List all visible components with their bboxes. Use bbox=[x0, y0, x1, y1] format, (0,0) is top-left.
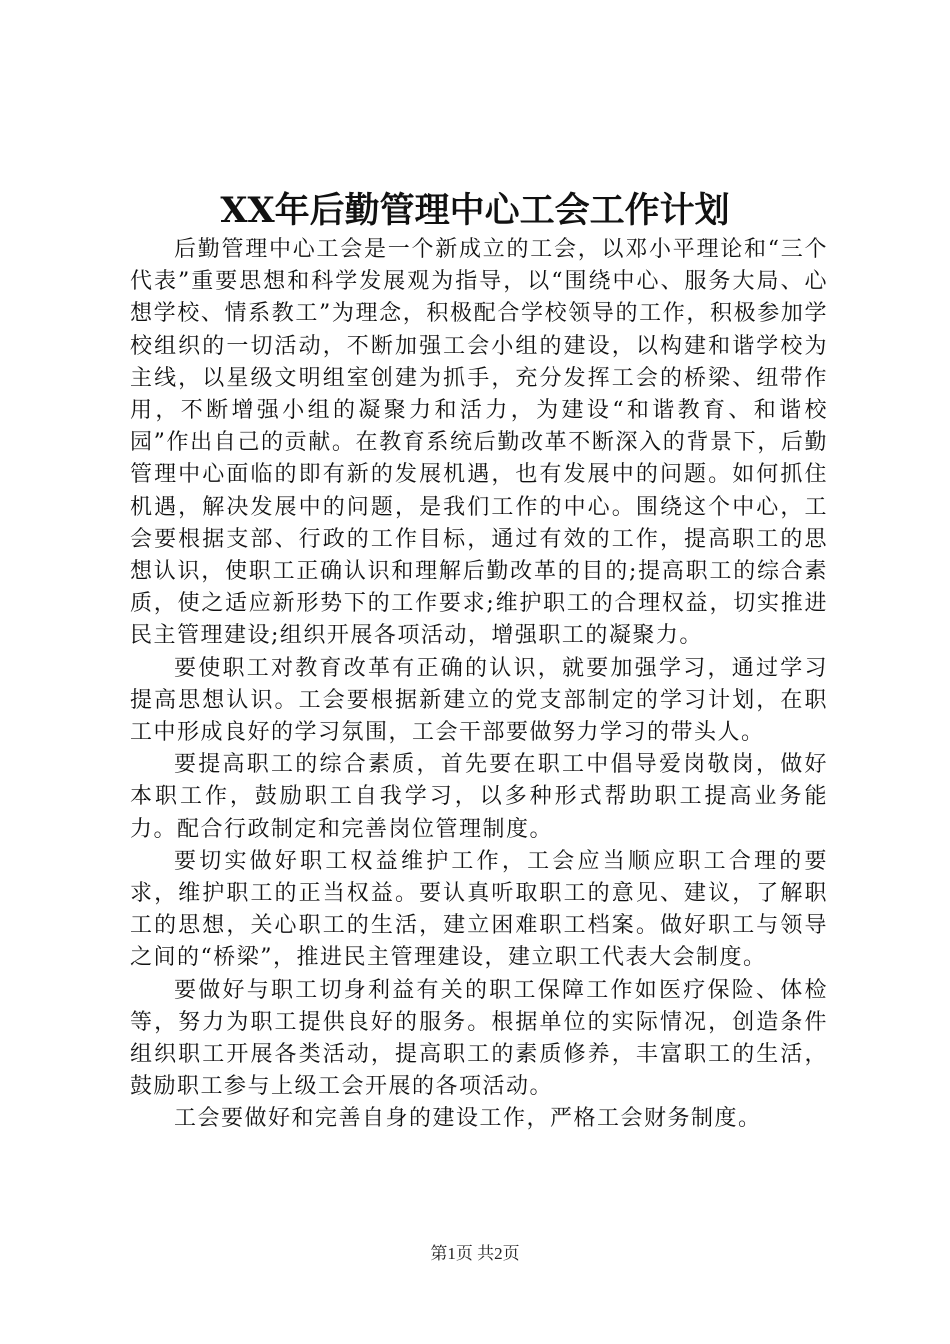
page-number-footer: 第1页 共2页 bbox=[430, 1244, 520, 1263]
document-title: XX年后勤管理中心工会工作计划 bbox=[220, 190, 730, 231]
paragraph: 工会要做好和完善自身的建设工作，严格工会财务制度。 bbox=[174, 1106, 762, 1132]
document-body bbox=[130, 234, 828, 1136]
paragraph: 要做好与职工切身利益有关的职工保障工作如医疗保险、体检等，努力为职工提供良好的服务。根据单位的实际情况，创造条件组织职工开展各类活动，提高职工的素质修养，丰富职工的生活，鼓励职工参与上级工会开展的各项活动。 bbox=[130, 977, 828, 1100]
paragraph: 要使职工对教育改革有正确的认识，就要加强学习，通过学习提高思想认识。工会要根据新建立的党支部制定的学习计划，在职工中形成良好的学习氛围，工会干部要做努力学习的带头人。 bbox=[130, 655, 828, 746]
paragraph: 后勤管理中心工会是一个新成立的工会，以邓小平理论和“三个代表”重要思想和科学发展观为指导，以“围绕中心、服务大局、心想学校、情系教工”为理念，积极配合学校领导的工作，积极参加学校组织的一切活动，不断加强工会小组的建设，以构建和谐学校为主线，以星级文明组室创建为抓手，充分发挥工会的桥梁、纽带作用，不断增强小组的凝聚力和活力，为建设“和谐教育、和谐校园”作出自己的贡献。在教育系统后勤改革不断深入的背景下，后勤管理中心面临的即有新的发展机遇，也有发展中的问题。如何抓住机遇，解决发展中的问题，是我们工作的中心。围绕这个中心，工会要根据支部、行政的工作目标，通过有效的工作，提高职工的思想认识，使职工正确认识和理解后勤改革的目的;提高职工的综合素质，使之适应新形势下的工作要求;维护职工的合理权益，切实推进民主管理建设;组织开展各项活动，增强职工的凝聚力。 bbox=[130, 237, 828, 649]
paragraph: 要提高职工的综合素质，首先要在职工中倡导爱岗敬岗，做好本职工作，鼓励职工自我学习，以多种形式帮助职工提高业务能力。配合行政制定和完善岗位管理制度。 bbox=[130, 752, 828, 842]
paragraph: 要切实做好职工权益维护工作，工会应当顺应职工合理的要求，维护职工的正当权益。要认真听取职工的意见、建议，了解职工的思想，关心职工的生活，建立困难职工档案。做好职工与领导之间的“桥梁”，推进民主管理建设，建立职工代表大会制度。 bbox=[130, 848, 828, 971]
